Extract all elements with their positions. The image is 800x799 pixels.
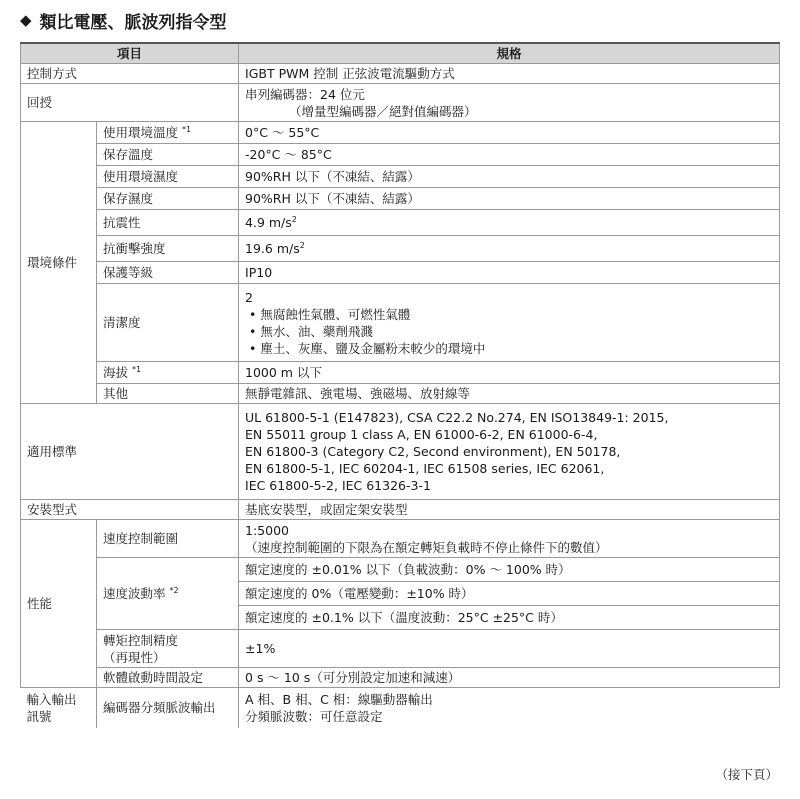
env-humidity-value: 90%RH 以下（不凍結、結露） <box>239 166 780 188</box>
speed-fluct-load: 額定速度的 ±0.01% 以下（負載波動：0% ～ 100% 時） <box>239 558 780 582</box>
table-row <box>21 284 780 362</box>
table-row <box>21 64 780 84</box>
soft-start-value: 0 s ～ 10 s（可分別設定加速和減速） <box>239 668 780 688</box>
vibration-label: 抗震性 <box>97 210 239 236</box>
table-row <box>21 404 780 500</box>
env-humidity-label: 使用環境濕度 <box>97 166 239 188</box>
standards-label: 適用標準 <box>21 404 239 500</box>
shock-value: 19.6 $m/s^2$ <box>239 236 780 262</box>
cleanliness-level: 2 <box>245 289 253 305</box>
control-value: IGBT PWM 控制 正弦波電流驅動方式 <box>239 64 780 84</box>
control-label: 控制方式 <box>21 64 239 84</box>
store-temp-value: -20°C ～ 85°C <box>239 144 780 166</box>
list-item: • 無腐蝕性氣體、可燃性氣體 <box>249 306 411 322</box>
feedback-label: 回授 <box>21 84 239 122</box>
continued-note: （接下頁） <box>715 767 778 782</box>
table-row <box>21 262 780 284</box>
vibration-value: 4.9 $m/s^2$ <box>239 210 780 236</box>
header-item: 項目 <box>21 43 239 64</box>
speed-range-label: 速度控制範圍 <box>97 520 239 558</box>
spec-table <box>20 42 780 728</box>
soft-start-label: 軟體啟動時間設定 <box>97 668 239 688</box>
table-header-row <box>21 43 780 64</box>
table-row <box>21 84 780 122</box>
table-row <box>21 500 780 520</box>
speed-fluct-voltage: 額定速度的 0%（電壓變動：±10% 時） <box>239 582 780 606</box>
table-row <box>21 558 780 582</box>
table-row <box>21 166 780 188</box>
table-row <box>21 520 780 558</box>
mounting-value: 基底安裝型，或固定架安裝型 <box>239 500 780 520</box>
table-row <box>21 630 780 668</box>
list-item: • 無水、油、藥劑飛濺 <box>249 323 373 339</box>
torque-value: ±1% <box>239 630 780 668</box>
encoder-out-value: A 相、B 相、C 相：線驅動器輸出 分頻脈波數：可任意設定 <box>239 688 780 728</box>
note-2-sup: *2 <box>169 585 179 595</box>
altitude-value: 1000 m 以下 <box>239 362 780 384</box>
section-title-text: 類比電壓、脈波列指令型 <box>39 12 227 33</box>
mounting-label: 安裝型式 <box>21 500 239 520</box>
note-1-sup: *1 <box>132 364 142 374</box>
encoder-out-label: 編碼器分頻脈波輸出 <box>97 688 239 728</box>
protection-label: 保護等級 <box>97 262 239 284</box>
store-humidity-value: 90%RH 以下（不凍結、結露） <box>239 188 780 210</box>
table-row <box>21 362 780 384</box>
feedback-value <box>239 84 780 122</box>
table-row <box>21 384 780 404</box>
standards-value: UL 61800-5-1 (E147823), CSA C22.2 No.274, EN ISO13849-1: 2015, EN 55011 group 1 class A, EN 61000-6-2, EN 61000-6-4, EN 61800-3 (Category C2, Second environment), EN 50178, EN 61800-5-1, IEC 60204-1, IEC 61508 series, IEC 62061, IEC 61800-5-2, IEC 61326-3-1 <box>239 404 780 500</box>
protection-value: IP10 <box>239 262 780 284</box>
table-row <box>21 688 780 728</box>
table-row <box>21 188 780 210</box>
store-temp-label: 保存溫度 <box>97 144 239 166</box>
table-row <box>21 668 780 688</box>
environment-label: 環境條件 <box>21 122 97 404</box>
shock-label: 抗衝擊強度 <box>97 236 239 262</box>
speed-fluct-temp: 額定速度的 ±0.1% 以下（溫度波動：25°C ±25°C 時） <box>239 606 780 630</box>
torque-label: 轉矩控制精度 （再現性） <box>97 630 239 668</box>
store-humidity-label: 保存濕度 <box>97 188 239 210</box>
cleanliness-value <box>239 284 780 362</box>
table-row <box>21 144 780 166</box>
altitude-label: 海拔 $^{*1}$ <box>97 362 239 384</box>
speed-fluct-label: 速度波動率 $^{*2}$ <box>97 558 239 630</box>
feedback-line1: 串列編碼器：24 位元 <box>245 86 365 102</box>
header-spec: 規格 <box>239 43 780 64</box>
diamond-bullet-icon: ◆ <box>20 11 32 29</box>
others-value: 無靜電雜訊、強電場、強磁場、放射線等 <box>239 384 780 404</box>
env-temp-value: 0°C ～ 55°C <box>239 122 780 144</box>
note-1-sup: *1 <box>182 124 192 134</box>
table-row <box>21 122 780 144</box>
cleanliness-label: 清潔度 <box>97 284 239 362</box>
list-item: • 塵土、灰塵、鹽及金屬粉末較少的環境中 <box>249 340 486 356</box>
table-row <box>21 236 780 262</box>
table-row <box>21 210 780 236</box>
speed-range-value: 1:5000 （速度控制範圍的下限為在額定轉矩負載時不停止條件下的數值） <box>239 520 780 558</box>
performance-label: 性能 <box>21 520 97 688</box>
feedback-line2: （增量型編碼器／絕對值編碼器） <box>289 103 477 119</box>
io-label: 輸入輸出 訊號 <box>21 688 97 728</box>
section-title <box>20 6 227 34</box>
others-label: 其他 <box>97 384 239 404</box>
env-temp-label: 使用環境溫度 $^{*1}$ <box>97 122 239 144</box>
